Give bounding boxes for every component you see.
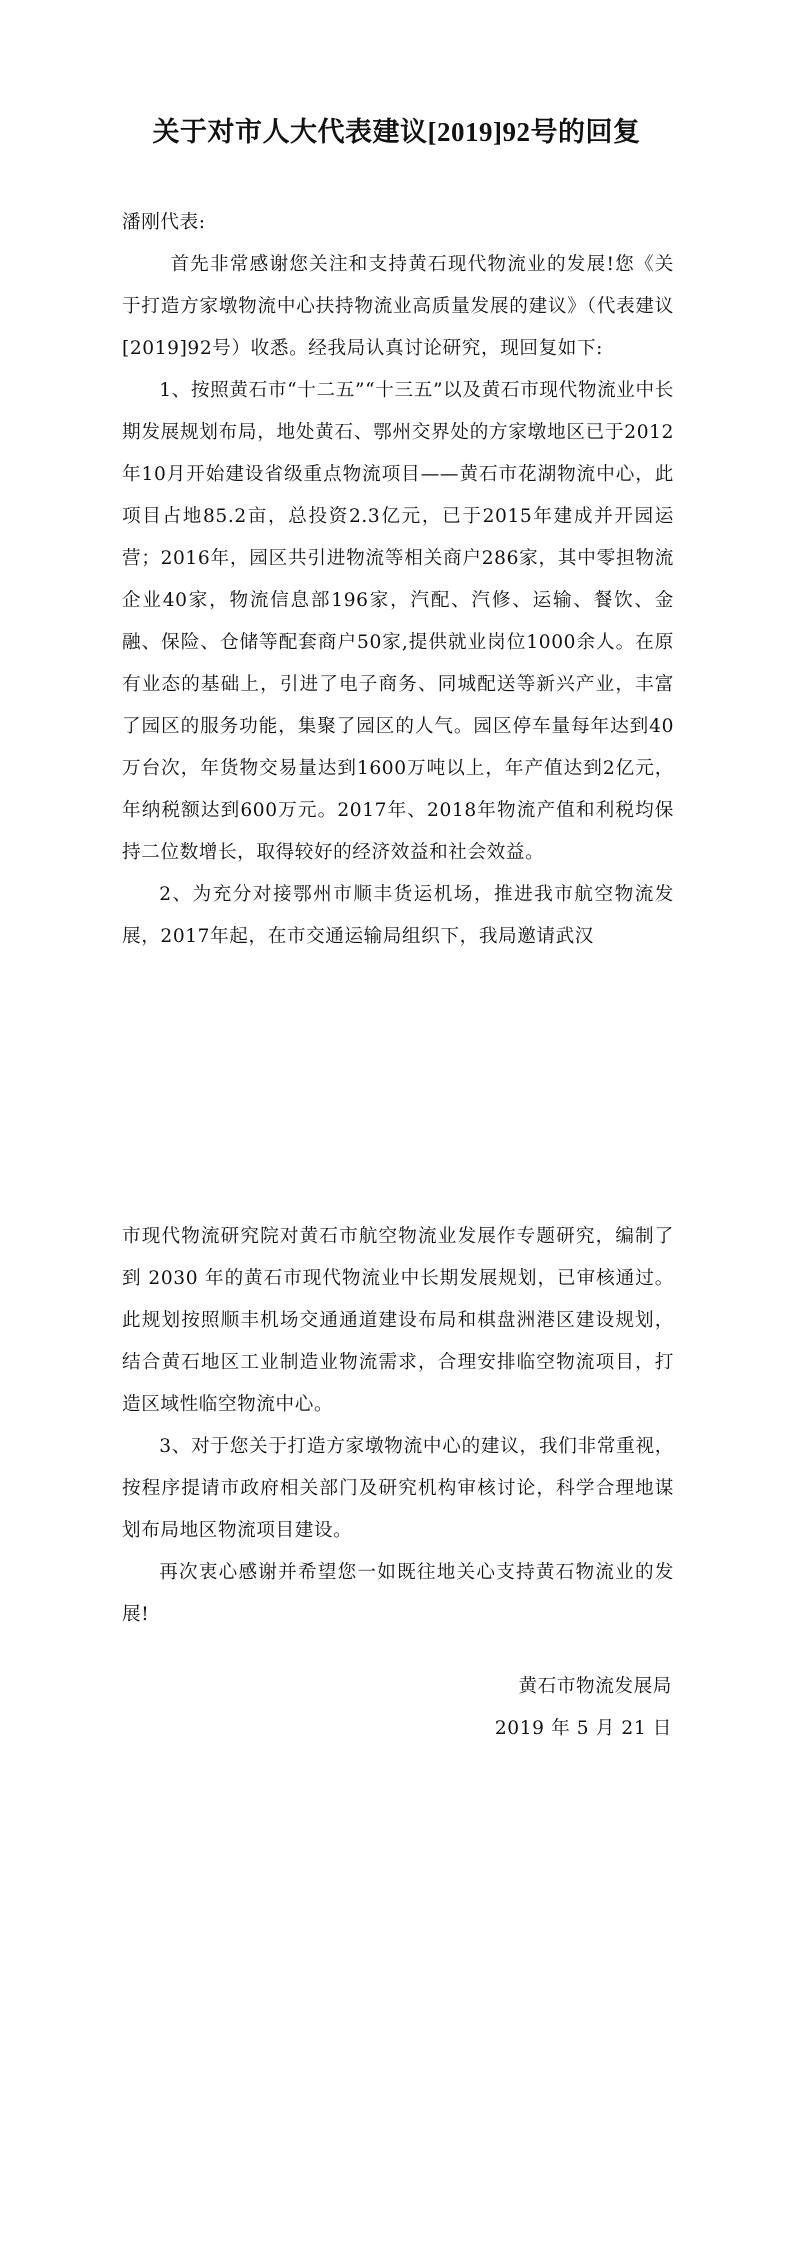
signature-date: 2019 年 5 月 21 日 xyxy=(494,1718,672,1739)
paragraph-1: 1、按照黄石市“十二五”“十三五”以及黄石市现代物流业中长期发展规划布局，地处黄石、鄂州交界处的方家墩地区已于2012年10月开始建设省级重点物流项目——黄石市花湖物流中心，此项目占地85.2亩，总投资2.3亿元，已于2015年建成并开园运营；2016年，园区共引进物流等相关商户286家，其中零担物流企业40家，物流信息部196家，汽配、汽修、运输、餐饮、金融、保险、仓储等配套商户50家,提供就业岗位1000余人。在原有业态的基础上，引进了电子商务、同城配送等新兴产业，丰富了园区的服务功能，集聚了园区的人气。园区停车量每年达到40万台次，年货物交易量达到1600万吨以上，年产值达到2亿元，年纳税额达到600万元。2017年、2018年物流产值和利税均保持二位数增长，取得较好的经济效益和社会效益。 xyxy=(122,380,674,863)
paragraph-intro: 首先非常感谢您关注和支持黄石现代物流业的发展!您《关于打造方家墩物流中心扶持物流业高质量发展的建议》（代表建议[2019]92号）收悉。经我局认真讨论研究，现回复如下: xyxy=(122,254,674,359)
salutation: 潘刚代表: xyxy=(122,212,206,233)
paragraph-3: 3、对于您关于打造方家墩物流中心的建议，我们非常重视，按程序提请市政府相关部门及研究机构审核讨论，科学合理地谋划布局地区物流项目建设。 xyxy=(122,1436,674,1541)
paragraph-2-part1: 2、为充分对接鄂州市顺丰货运机场，推进我市航空物流发展，2017年起，在市交通运输局组织下，我局邀请武汉 xyxy=(122,884,674,947)
paragraph-2-part2: 市现代物流研究院对黄石市航空物流业发展作专题研究，编制了到 2030 年的黄石市现代物流业中长期发展规划，已审核通过。此规划按照顺丰机场交通通道建设布局和棋盘洲港区建设规划，结合黄石地区工业制造业物流需求，合理安排临空物流项目，打造区域性临空物流中心。 xyxy=(122,1226,674,1415)
paragraph-closing: 再次衷心感谢并希望您一如既往地关心支持黄石物流业的发展! xyxy=(122,1562,674,1625)
document-title: 关于对市人大代表建议[2019]92号的回复 xyxy=(152,117,641,147)
reply-body-top xyxy=(122,202,674,958)
signature-organization: 黄石市物流发展局 xyxy=(518,1676,672,1697)
reply-body-bottom xyxy=(122,1216,674,1636)
